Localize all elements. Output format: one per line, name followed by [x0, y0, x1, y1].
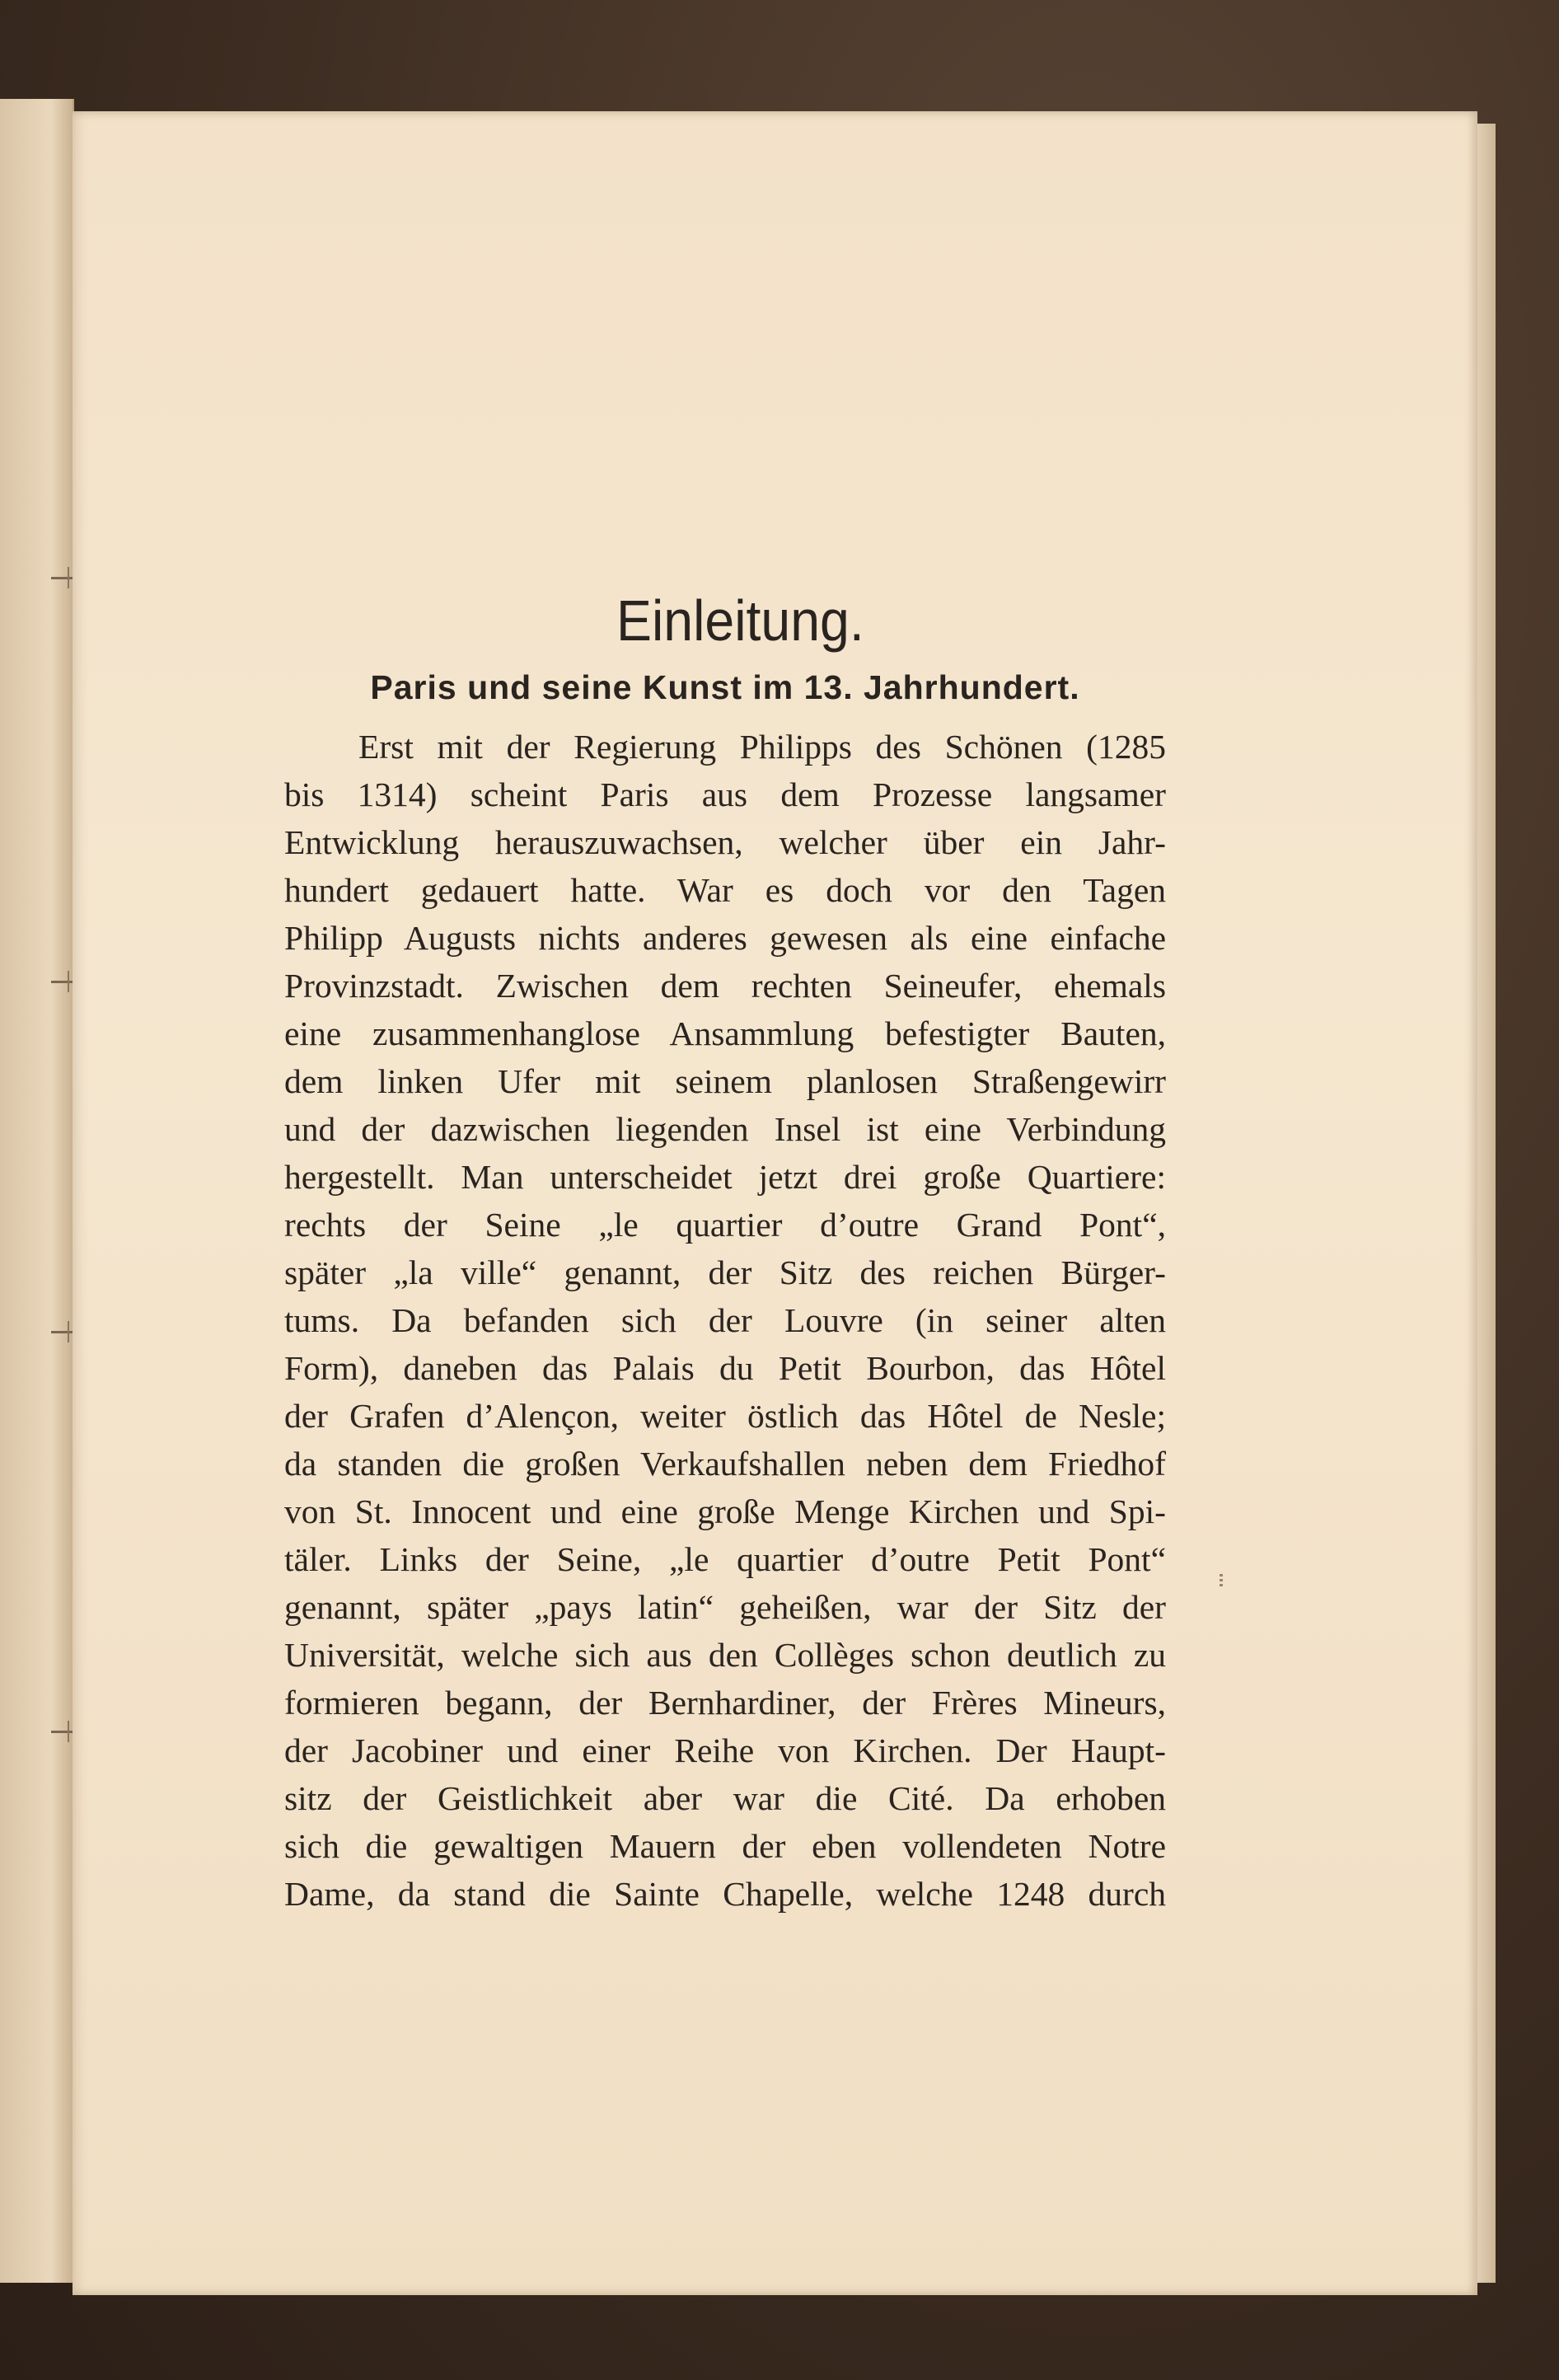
text-line: sitz der Geistlichkeit aber war die Cité. Da erhoben — [284, 1779, 1166, 1818]
text-line: später „la ville“ genannt, der Sitz des reichen Bürger- — [284, 1253, 1166, 1292]
text-line: täler. Links der Seine, „le quartier d’outre Petit Pont“ — [284, 1540, 1166, 1579]
text-line: Dame, da stand die Sainte Chapelle, welche 1248 durch — [284, 1875, 1166, 1914]
text-line: eine zusammenhanglose Ansammlung befestigter Bauten, — [284, 1014, 1166, 1053]
text-line: Erst mit der Regierung Philipps des Schönen (1285 — [358, 728, 1166, 766]
text-line: der Jacobiner und einer Reihe von Kirchen. Der Haupt- — [284, 1731, 1166, 1770]
margin-mark — [1220, 1574, 1223, 1589]
text-line: genannt, später „pays latin“ geheißen, war der Sitz der — [284, 1588, 1166, 1627]
text-line: Provinzstadt. Zwischen dem rechten Seineufer, ehemals — [284, 967, 1166, 1005]
chapter-subtitle: Paris und seine Kunst im 13. Jahrhundert. — [370, 668, 1080, 706]
text-line: rechts der Seine „le quartier d’outre Grand Pont“, — [284, 1206, 1166, 1244]
page-stack-edge — [1477, 124, 1496, 2283]
text-line: hundert gedauert hatte. War es doch vor den Tagen — [284, 871, 1166, 910]
text-line: bis 1314) scheint Paris aus dem Prozesse langsamer — [284, 775, 1166, 814]
chapter-title: Einleitung. — [616, 588, 864, 653]
text-line: Philipp Augusts nichts anderes gewesen als eine einfache — [284, 919, 1166, 958]
text-line: sich die gewaltigen Mauern der eben vollendeten Notre — [284, 1827, 1166, 1866]
text-line: dem linken Ufer mit seinem planlosen Straßengewirr — [284, 1062, 1166, 1101]
text-line: hergestellt. Man unterscheidet jetzt drei große Quartiere: — [284, 1158, 1166, 1197]
text-line: Entwicklung herauszuwachsen, welcher über ein Jahr- — [284, 823, 1166, 862]
page-text-block — [284, 589, 1166, 1918]
text-line: Form), daneben das Palais du Petit Bourbon, das Hôtel — [284, 1349, 1166, 1388]
text-line: tums. Da befanden sich der Louvre (in seiner alten — [284, 1301, 1166, 1340]
left-facing-page-edge — [0, 99, 74, 2283]
text-line: formieren begann, der Bernhardiner, der Frères Mineurs, — [284, 1684, 1166, 1722]
text-line: von St. Innocent und eine große Menge Kirchen und Spi- — [284, 1492, 1166, 1531]
body-paragraph — [284, 723, 1166, 1918]
text-line: Universität, welche sich aus den Collèges schon deutlich zu — [284, 1636, 1166, 1675]
text-line: da standen die großen Verkaufshallen neben dem Friedhof — [284, 1445, 1166, 1483]
text-line: der Grafen d’Alençon, weiter östlich das Hôtel de Nesle; — [284, 1397, 1166, 1436]
text-line: und der dazwischen liegenden Insel ist eine Verbindung — [284, 1110, 1166, 1149]
